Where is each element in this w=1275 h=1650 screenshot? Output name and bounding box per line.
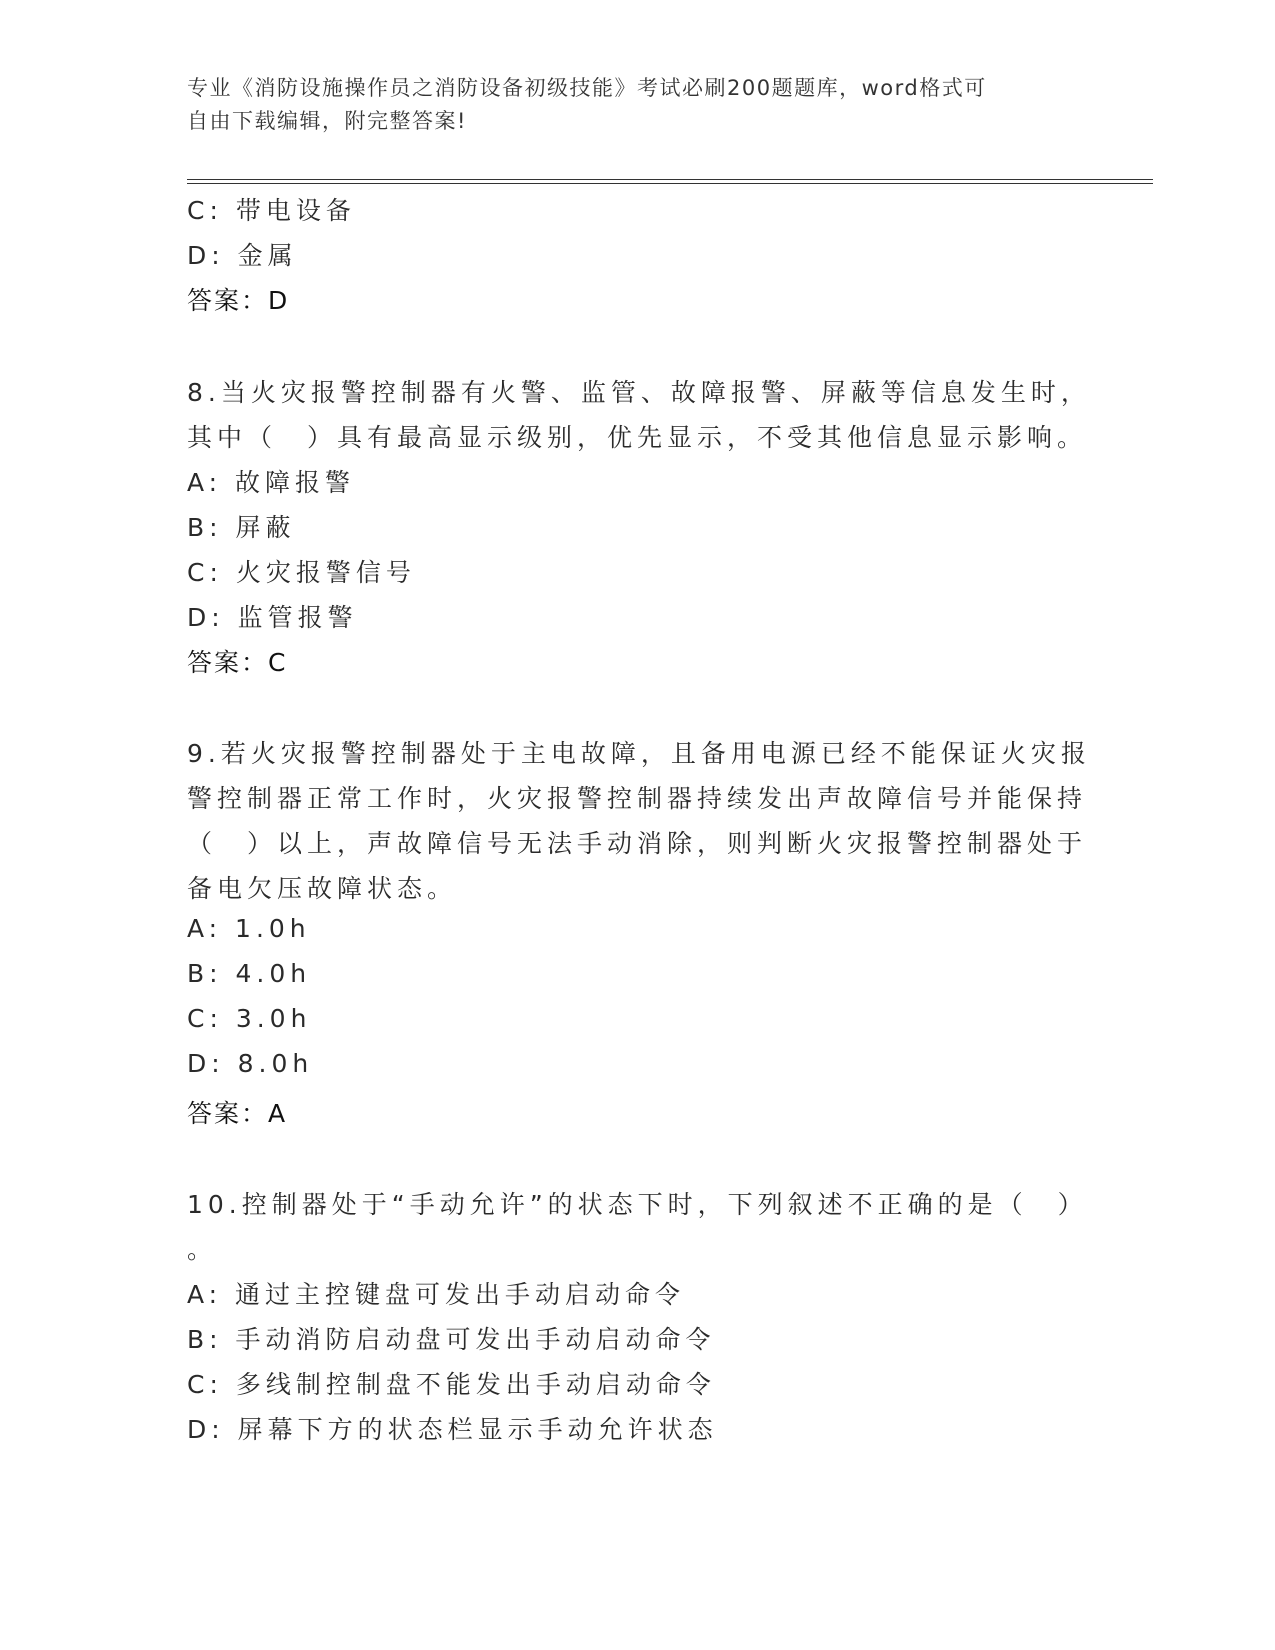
q9-stem-line-1: 9.若火灾报警控制器处于主电故障，且备用电源已经不能保证火灾报 (187, 739, 1091, 768)
q9-stem-line-3: （ ）以上，声故障信号无法手动消除，则判断火灾报警控制器处于 (187, 829, 1088, 858)
q10-option-b: B: 手动消防启动盘可发出手动启动命令 (187, 1325, 716, 1354)
q8-option-a: A: 故障报警 (187, 468, 356, 497)
q7-option-c: C: 带电设备 (187, 196, 356, 225)
q9-stem-line-4: 备电欠压故障状态。 (187, 874, 458, 903)
q8-answer: 答案：C (187, 648, 288, 677)
q8-option-d: D: 监管报警 (187, 603, 358, 632)
header-title-line-2: 自由下载编辑，附完整答案! (187, 109, 467, 133)
header-rule-top (187, 179, 1153, 180)
q8-stem-line-2: 其中（ ）具有最高显示级别，优先显示，不受其他信息显示影响。 (187, 423, 1088, 452)
q9-option-b: B: 4.0h (187, 959, 312, 988)
q10-stem-line-1: 10.控制器处于“手动允许”的状态下时，下列叙述不正确的是（ ） (187, 1190, 1088, 1219)
q9-stem-line-2: 警控制器正常工作时，火灾报警控制器持续发出声故障信号并能保持 (187, 784, 1088, 813)
q10-option-d: D: 屏幕下方的状态栏显示手动允许状态 (187, 1415, 718, 1444)
q8-stem-line-1: 8.当火灾报警控制器有火警、监管、故障报警、屏蔽等信息发生时， (187, 378, 1091, 407)
q10-option-a: A: 通过主控键盘可发出手动启动命令 (187, 1280, 686, 1309)
header-title-line-1: 专业《消防设施操作员之消防设备初级技能》考试必刷200题题库，word格式可 (187, 76, 987, 100)
q9-option-c: C: 3.0h (187, 1004, 312, 1033)
page-header (187, 72, 1067, 138)
q8-option-b: B: 屏蔽 (187, 513, 296, 542)
q9-option-a: A: 1.0h (187, 914, 311, 943)
q8-option-c: C: 火灾报警信号 (187, 558, 416, 587)
q10-stem-line-2: 。 (187, 1235, 218, 1264)
q9-option-d: D: 8.0h (187, 1049, 314, 1078)
header-rule-bottom (187, 183, 1153, 184)
q7-answer: 答案：D (187, 286, 290, 315)
q9-answer: 答案：A (187, 1099, 288, 1128)
q10-option-c: C: 多线制控制盘不能发出手动启动命令 (187, 1370, 716, 1399)
q7-option-d: D: 金属 (187, 241, 298, 270)
